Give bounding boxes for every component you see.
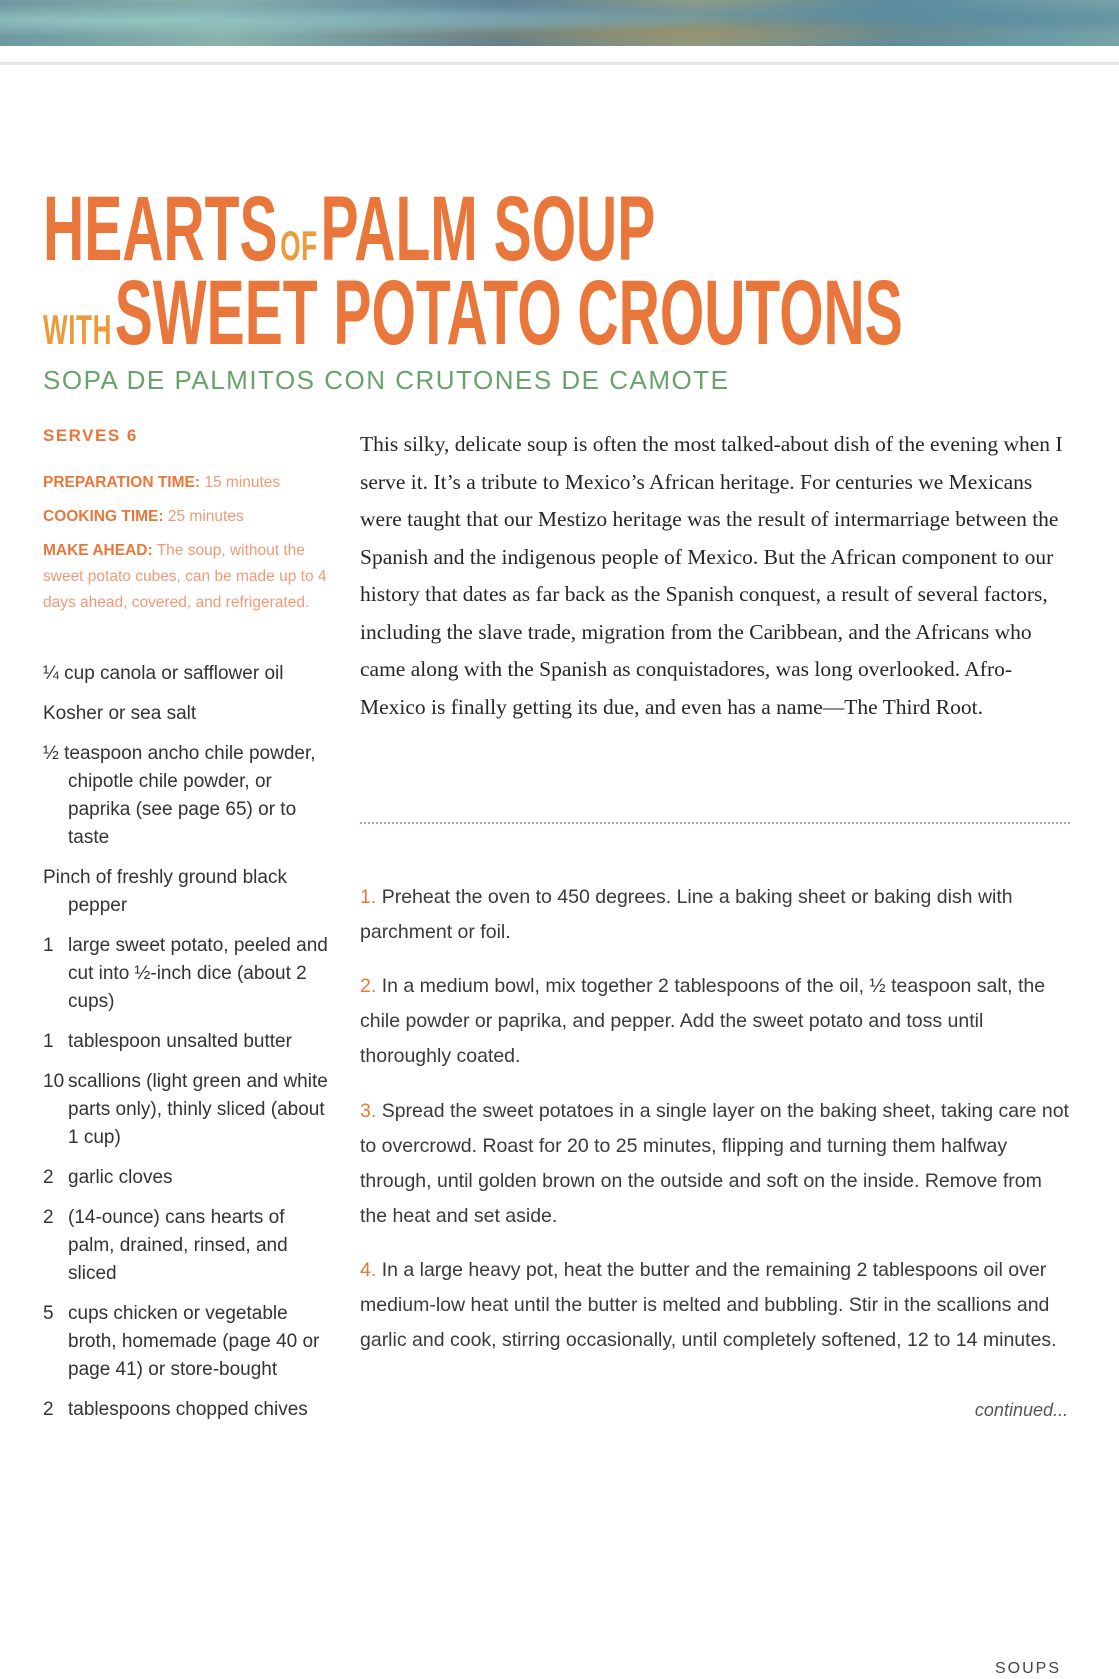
ingredient-item bbox=[43, 740, 333, 852]
title-word-with: WITH bbox=[43, 306, 113, 353]
intro-paragraph: This silky, delicate soup is often the most talked-about dish of the evening when I serve it. It’s a tribute to Mexico’s African heritage. For centuries we Mexicans were taught that our Mestizo heritage was the result of intermarriage between the Spanish and the indigenous people of Mexico. But the African component to our history that dates as far back as the Spanish conquest, a result of several factors, including the slave trade, migration from the Caribbean, and the Africans who came along with the Spanish as conquistadores, was long overlooked. Afro-Mexico is finally getting its due, and even has a name—The Third Root. bbox=[360, 432, 1063, 719]
decorative-banner bbox=[0, 0, 1119, 46]
ingredient-text: ½ teaspoon ancho chile powder, chipotle chile powder, or paprika (see page 65) or to taste bbox=[43, 743, 316, 848]
ingredient-text: Kosher or sea salt bbox=[43, 703, 197, 724]
method-step bbox=[360, 1094, 1072, 1234]
ingredient-qty: 5 bbox=[43, 1303, 54, 1324]
ingredient-qty: 1 bbox=[43, 1031, 54, 1052]
ingredient-item bbox=[43, 932, 333, 1016]
ingredient-item bbox=[43, 660, 333, 688]
banner-rule bbox=[0, 62, 1119, 65]
cook-time bbox=[43, 504, 333, 530]
continued-note: continued... bbox=[974, 1400, 1068, 1420]
method-step bbox=[360, 969, 1072, 1074]
recipe-sidebar bbox=[43, 426, 333, 1436]
prep-time bbox=[43, 470, 333, 496]
ingredient-text: large sweet potato, peeled and cut into ½-inch dice (about 2 cups) bbox=[68, 935, 328, 1012]
recipe-subtitle: SOPA DE PALMITOS CON CRUTONES DE CAMOTE bbox=[43, 365, 730, 395]
ingredient-text: (14-ounce) cans hearts of palm, drained, rinsed, and sliced bbox=[68, 1207, 288, 1284]
ingredient-qty: 1 bbox=[43, 935, 54, 956]
recipe-title-line-2 bbox=[43, 262, 903, 364]
step-text: Preheat the oven to 450 degrees. Line a baking sheet or baking dish with parchment or foil. bbox=[360, 885, 1013, 943]
ingredient-item bbox=[43, 864, 333, 920]
title-word-hearts: HEARTS bbox=[43, 178, 278, 280]
serves-label: SERVES 6 bbox=[43, 426, 138, 445]
ingredient-text: scallions (light green and white parts only), thinly sliced (about 1 cup) bbox=[68, 1071, 328, 1148]
ingredient-qty: 10 bbox=[43, 1071, 65, 1092]
ingredient-item bbox=[43, 1300, 333, 1384]
ingredient-text: tablespoons chopped chives bbox=[68, 1399, 308, 1420]
ingredient-qty: 2 bbox=[43, 1207, 54, 1228]
method-step bbox=[360, 880, 1072, 950]
ingredient-text: ¼ cup canola or safflower oil bbox=[43, 663, 284, 684]
prep-time-label: PREPARATION TIME: bbox=[43, 474, 201, 491]
ingredient-item bbox=[43, 1028, 333, 1056]
ingredient-text: tablespoon unsalted butter bbox=[68, 1031, 292, 1052]
step-text: In a large heavy pot, heat the butter and the remaining 2 tablespoons oil over medium-low heat until the butter is melted and bubbling. Stir in the scallions and garlic and cook, stirring occasionally, until completely softened, 12 to 14 minutes. bbox=[360, 1259, 1057, 1351]
ingredient-item bbox=[43, 1396, 333, 1424]
title-words-palm-soup: PALM SOUP bbox=[320, 178, 656, 280]
section-footer-label: SOUPS bbox=[995, 1660, 1062, 1677]
prep-time-value: 15 minutes bbox=[204, 474, 281, 491]
make-ahead bbox=[43, 538, 333, 616]
ingredient-item bbox=[43, 700, 333, 728]
title-word-of: OF bbox=[280, 222, 318, 269]
method-steps bbox=[360, 860, 1072, 1377]
step-number: 2. bbox=[360, 975, 377, 997]
ingredient-text: cups chicken or vegetable broth, homemade (page 40 or page 41) or store-bought bbox=[68, 1303, 320, 1380]
ingredient-item bbox=[43, 1068, 333, 1152]
title-words-sweet-potato-croutons: SWEET POTATO CROUTONS bbox=[114, 262, 903, 364]
step-number: 1. bbox=[360, 885, 377, 908]
method-step bbox=[360, 1253, 1072, 1358]
dotted-divider bbox=[360, 822, 1070, 824]
cook-time-label: COOKING TIME: bbox=[43, 508, 164, 525]
ingredient-qty: 2 bbox=[43, 1399, 54, 1420]
ingredient-item bbox=[43, 1164, 333, 1192]
step-text: Spread the sweet potatoes in a single layer on the baking sheet, taking care not to overcrowd. Roast for 20 to 25 minutes, flipping and turning them halfway through, until golden brown on the outside and soft on the inside. Remove from the heat and set aside. bbox=[360, 1099, 1069, 1227]
ingredient-item bbox=[43, 1204, 333, 1288]
step-number: 3. bbox=[360, 1099, 377, 1122]
ingredient-qty: 2 bbox=[43, 1167, 54, 1188]
ingredient-list bbox=[43, 660, 333, 1424]
ingredient-text: Pinch of freshly ground black pepper bbox=[43, 867, 287, 916]
ingredient-text: garlic cloves bbox=[68, 1167, 173, 1188]
step-text: In a medium bowl, mix together 2 tablespoons of the oil, ½ teaspoon salt, the chile powder or paprika, and pepper. Add the sweet potato and toss until thoroughly coated. bbox=[360, 975, 1046, 1067]
make-ahead-value: The soup, without the sweet potato cubes, can be made up to 4 days ahead, covered, and refrigerated. bbox=[43, 542, 327, 611]
make-ahead-label: MAKE AHEAD: bbox=[43, 542, 153, 559]
cook-time-value: 25 minutes bbox=[167, 508, 244, 525]
step-number: 4. bbox=[360, 1259, 377, 1281]
